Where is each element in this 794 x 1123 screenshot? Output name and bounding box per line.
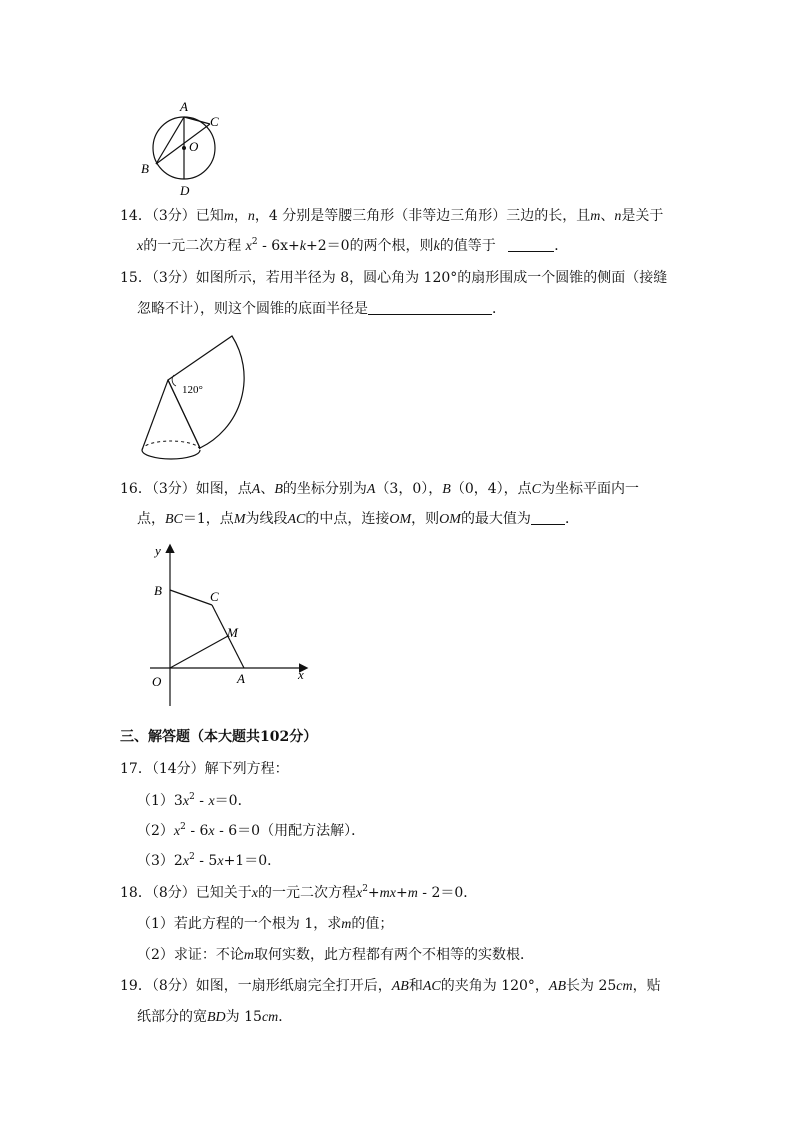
- circle-figure: [136, 96, 226, 200]
- label-d: D: [180, 183, 190, 198]
- var-ab: AB: [391, 979, 409, 994]
- q15-end: ．: [492, 301, 506, 317]
- section-three-title: 三、解答题（本大题共102分）: [120, 729, 318, 745]
- q17-text: 解下列方程：: [204, 761, 289, 777]
- question-19-line1: [120, 977, 661, 996]
- q16-text: ＝1，点: [182, 511, 234, 527]
- q16-text: 的中点，连接: [305, 511, 390, 527]
- chord-bc: [156, 124, 210, 164]
- question-15-line1: [120, 269, 667, 287]
- eq-text: +2＝0: [306, 238, 350, 254]
- var-m: m: [223, 209, 234, 224]
- q18-text: 已知关于: [195, 885, 252, 901]
- var-ab: AB: [548, 979, 567, 994]
- q16-text: （0，4），点: [450, 481, 532, 497]
- eq-exponent: 2: [180, 822, 186, 832]
- var-m: m: [590, 209, 601, 224]
- unit-cm: cm: [616, 979, 633, 994]
- q14-score: （3分）: [151, 208, 196, 224]
- segment-om: [170, 636, 228, 668]
- angle-label: 120°: [182, 384, 203, 396]
- eq-text: 2: [173, 853, 183, 869]
- q14-text: 的两个根，则: [349, 238, 434, 254]
- q16-number: 16．: [120, 481, 152, 497]
- q14-text: ，: [233, 208, 248, 224]
- eq-text: +: [395, 885, 408, 901]
- label-b: B: [141, 161, 149, 176]
- var-b: B: [274, 482, 283, 497]
- q18-text: 的一元二次方程: [257, 885, 356, 901]
- eq-text: +: [367, 885, 380, 901]
- answer-blank[interactable]: [531, 511, 565, 525]
- unit-cm: cm: [261, 1010, 279, 1025]
- q19-score: （8分）: [151, 978, 196, 994]
- q15-text: 忽略不计），则这个圆锥的底面半径是: [137, 301, 368, 317]
- eq-mx: mx: [379, 886, 396, 901]
- q17-part3: [137, 852, 281, 871]
- var-k: k: [433, 239, 440, 254]
- q14-text: 的一元二次方程: [143, 238, 242, 254]
- eq-x: x: [182, 854, 190, 869]
- q16-text: 、: [260, 481, 275, 497]
- q15-number: 15．: [120, 270, 152, 286]
- q17-number: 17．: [120, 761, 152, 777]
- var-a: A: [251, 482, 261, 497]
- q19-text: 为 15: [225, 1009, 262, 1025]
- eq-x: x: [208, 824, 215, 839]
- q17-part1: [137, 792, 252, 811]
- q18-number: 18．: [120, 885, 152, 901]
- q16-text: 为线段: [245, 511, 288, 527]
- q16-text: ，则: [411, 511, 440, 527]
- q14-number: 14．: [120, 208, 152, 224]
- segment-bc: [170, 590, 212, 605]
- q17-part2: [137, 822, 365, 841]
- q14-text: 已知: [195, 208, 224, 224]
- q18-text: （1）若此方程的一个根为 1，求: [137, 916, 342, 932]
- eq-text: +1＝0．: [223, 853, 282, 869]
- var-bc: BC: [165, 512, 183, 527]
- eq-exponent: 2: [362, 884, 368, 894]
- label-x: x: [298, 667, 304, 682]
- answer-blank[interactable]: [508, 238, 554, 252]
- var-a: A: [366, 482, 376, 497]
- eq-text: ＝0．: [214, 793, 252, 809]
- q19-text: 长为 25: [566, 978, 617, 994]
- eq-x: x: [355, 886, 363, 901]
- question-18: [120, 884, 477, 903]
- eq-x: x: [245, 239, 252, 254]
- q18-text: 的值；: [351, 916, 394, 932]
- q16-text: 为坐标平面内一: [541, 481, 639, 497]
- var-m: M: [233, 512, 246, 527]
- question-16-line2: [137, 510, 579, 529]
- eq-k: k: [299, 239, 307, 254]
- q19-text: 和: [408, 978, 423, 994]
- q18-score: （8分）: [151, 885, 196, 901]
- q19-number: 19．: [120, 978, 152, 994]
- q17-score: （14分）: [151, 761, 205, 777]
- question-19-line2: [137, 1008, 292, 1027]
- var-ac: AC: [422, 979, 441, 994]
- answer-blank[interactable]: [368, 301, 492, 315]
- q14-end: ．: [554, 238, 569, 254]
- label-a: A: [237, 671, 245, 686]
- q16-text: （3，0），: [375, 481, 443, 497]
- var-x: x: [137, 239, 144, 254]
- eq-x: x: [208, 794, 215, 809]
- q18-part1: [137, 915, 393, 934]
- q16-end: ．: [564, 511, 579, 527]
- sector-shape: [168, 336, 244, 448]
- q16-score: （3分）: [151, 481, 196, 497]
- chord-ac: [184, 117, 210, 124]
- q16-text: 如图，点: [195, 481, 252, 497]
- q16-text: 的最大值为: [460, 511, 531, 527]
- eq-text: - 6＝0（用配方法解）．: [214, 823, 366, 839]
- eq-text: - 6: [185, 823, 209, 839]
- var-n: n: [247, 209, 255, 224]
- question-15-line2: [137, 300, 506, 318]
- q18-text: （2）求证：不论: [137, 947, 244, 963]
- eq-x: x: [217, 854, 224, 869]
- q19-text: 的夹角为 120°，: [440, 978, 549, 994]
- var-ac: AC: [287, 512, 306, 527]
- q18-part2: [137, 946, 534, 965]
- part-label: （2）: [137, 823, 174, 839]
- var-m: m: [243, 948, 255, 963]
- eq-exponent: 2: [189, 792, 195, 802]
- label-y: y: [155, 543, 161, 558]
- eq-exponent: 2: [251, 237, 258, 247]
- label-c: C: [210, 114, 219, 129]
- eq-text: - 6x+: [257, 238, 300, 254]
- eq-text: - 5: [194, 853, 218, 869]
- eq-text: - 2＝0．: [417, 885, 478, 901]
- var-n: n: [614, 209, 622, 224]
- cone-sector-figure: [136, 330, 252, 470]
- eq-x: x: [182, 794, 190, 809]
- q14-text: 是关于: [621, 208, 664, 224]
- angle-arc: [172, 375, 176, 386]
- eq-text: -: [194, 793, 209, 809]
- q16-text: 点，: [137, 511, 165, 527]
- var-x: x: [251, 886, 258, 901]
- label-o: O: [189, 139, 199, 154]
- q15-score: （3分）: [151, 270, 196, 286]
- coordinate-figure: [138, 540, 318, 710]
- eq-x: x: [173, 824, 181, 839]
- cone-base-back: [142, 441, 200, 450]
- question-14-line2: [137, 237, 568, 256]
- var-om: OM: [439, 512, 461, 527]
- q19-text: ，贴: [632, 978, 661, 994]
- eq-text: 3: [173, 793, 183, 809]
- var-b: B: [442, 482, 451, 497]
- label-m: M: [227, 625, 238, 640]
- label-b: B: [154, 583, 162, 598]
- question-14-line1: [120, 207, 663, 226]
- q18-text: 取何实数，此方程都有两个不相等的实数根．: [254, 947, 535, 963]
- q14-text: 、: [600, 208, 615, 224]
- label-o: O: [152, 674, 162, 689]
- var-m: m: [341, 917, 352, 932]
- part-label: （3）: [137, 853, 174, 869]
- question-17: [120, 760, 289, 778]
- question-16-line1: [120, 480, 639, 499]
- q14-text: 的值等于: [439, 238, 496, 254]
- var-om: OM: [389, 512, 412, 527]
- q19-text: 如图，一扇形纸扇完全打开后，: [195, 978, 392, 994]
- cone-slant-left: [142, 380, 168, 450]
- q16-text: 的坐标分别为: [282, 481, 367, 497]
- part-label: （1）: [137, 793, 174, 809]
- q19-text: 纸部分的宽: [137, 1009, 207, 1025]
- q15-text: 如图所示，若用半径为 8，圆心角为 120°的扇形围成一个圆锥的侧面（接缝: [195, 270, 668, 286]
- var-c: C: [531, 482, 541, 497]
- eq-exponent: 2: [189, 852, 195, 862]
- label-a: A: [180, 99, 188, 114]
- eq-m: m: [407, 886, 418, 901]
- q19-end: ．: [278, 1009, 293, 1025]
- var-bd: BD: [207, 1010, 226, 1025]
- center-point-o: [182, 146, 186, 150]
- cone-base-front: [142, 450, 200, 459]
- q14-text: ，4 分别是等腰三角形（非等边三角形）三边的长，且: [254, 208, 591, 224]
- chord-ab: [156, 117, 184, 164]
- label-c: C: [210, 589, 219, 604]
